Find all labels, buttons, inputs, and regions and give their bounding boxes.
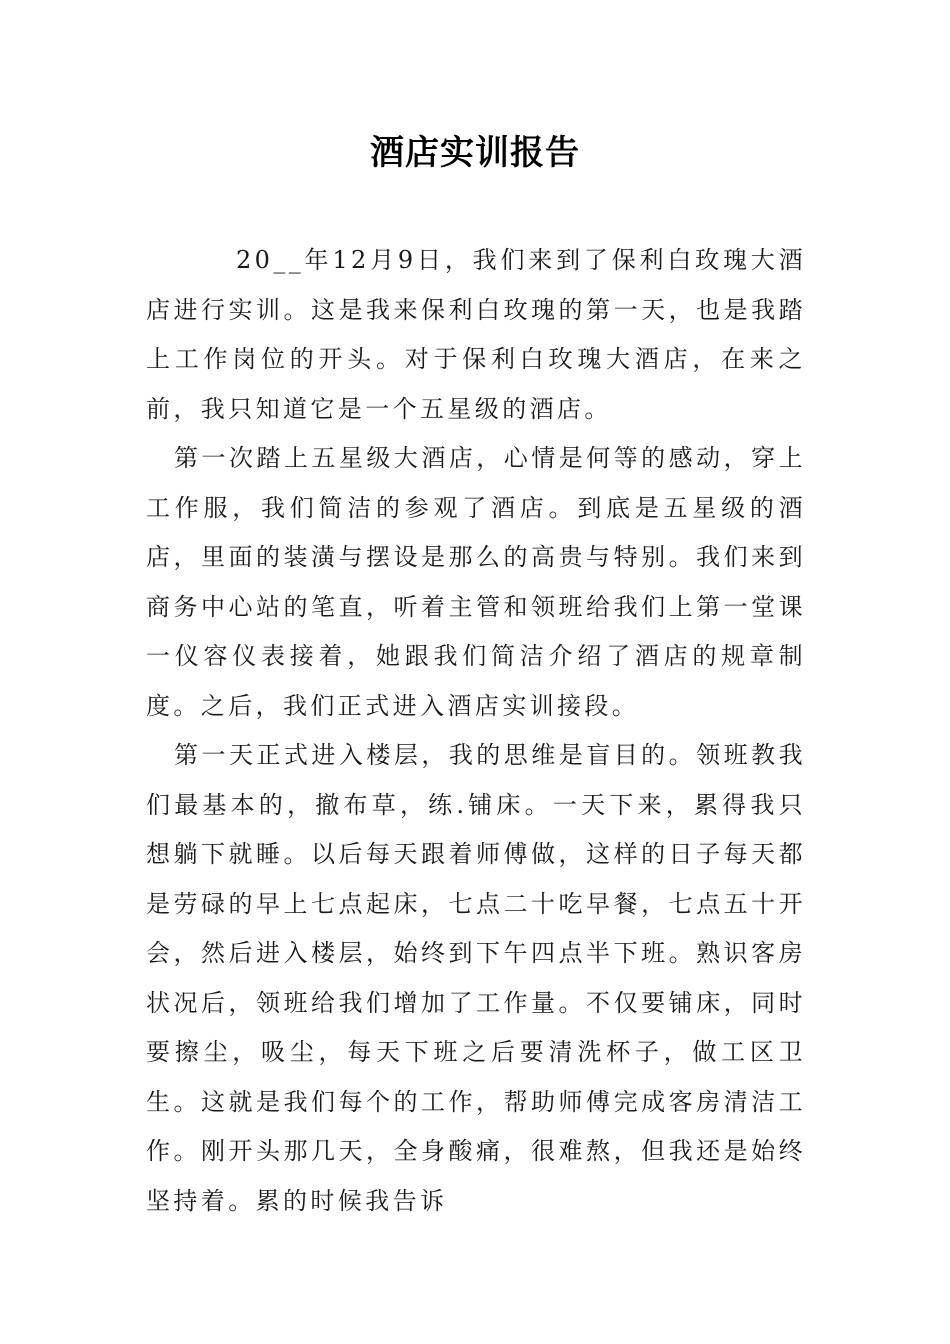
paragraph-3: 第一天正式进入楼层，我的思维是盲目的。领班教我们最基本的，撤布草，练.铺床。一天下来，累得我只想躺下就睡。以后每天跟着师傅做，这样的日子每天都是劳碌的早上七点起床，七点二十吃早餐，七点五十开会，然后进入楼层，始终到下午四点半下班。熟识客房状况后，领班给我们增加了工作量。不仅要铺床，同时要擦尘，吸尘，每天下班之后要清洗杯子，做工区卫生。这就是我们每个的工作，帮助师傅完成客房清洁工作。刚开头那几天，全身酸痛，很难熬，但我还是始终坚持着。累的时候我告诉 [146, 741, 806, 1215]
document-body [146, 236, 806, 1226]
paragraph-1: 20__年12月9日，我们来到了保利白玫瑰大酒店进行实训。这是我来保利白玫瑰的第一天，也是我踏上工作岗位的开头。对于保利白玫瑰大酒店，在来之前，我只知道它是一个五星级的酒店。 [146, 246, 806, 423]
paragraph-2: 第一次踏上五星级大酒店，心情是何等的感动，穿上工作服，我们简洁的参观了酒店。到底是五星级的酒店，里面的装潢与摆设是那么的高贵与特别。我们来到商务中心站的笔直，听着主管和领班给我们上第一堂课一仪容仪表接着，她跟我们简洁介绍了酒店的规章制度。之后，我们正式进入酒店实训接段。 [146, 444, 806, 720]
document-title: 酒店实训报告 [370, 133, 580, 173]
